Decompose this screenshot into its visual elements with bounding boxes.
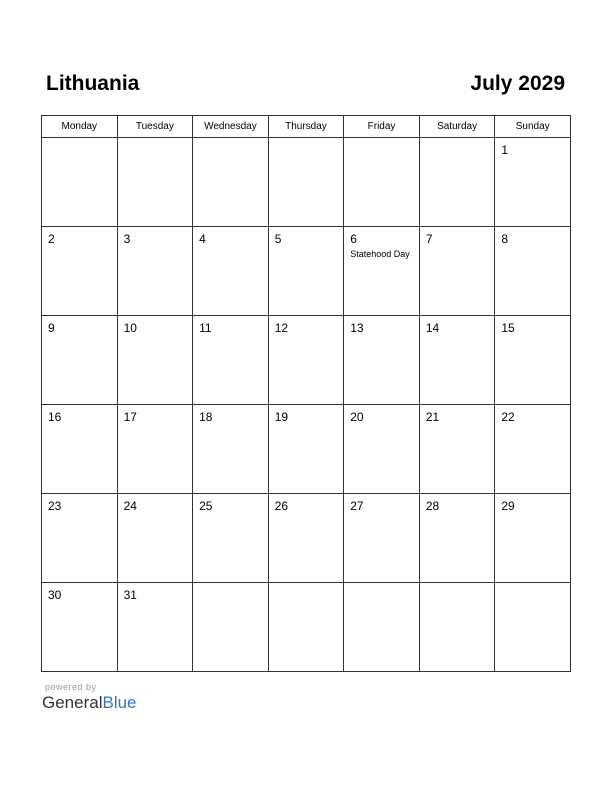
- day-number: 10: [123, 321, 137, 335]
- weekday-header: Thursday: [268, 116, 344, 138]
- week-row: [42, 583, 571, 672]
- day-number: 7: [425, 232, 433, 246]
- weekday-header: Wednesday: [193, 116, 269, 138]
- brand-blue: Blue: [102, 693, 137, 712]
- day-cell: [419, 494, 495, 583]
- day-number: 22: [501, 410, 515, 424]
- day-cell: [419, 405, 495, 494]
- day-number: 17: [123, 410, 137, 424]
- day-cell: [42, 494, 118, 583]
- day-cell: [344, 405, 420, 494]
- day-number: 29: [501, 499, 515, 513]
- day-cell: [419, 227, 495, 316]
- day-number: 20: [350, 410, 364, 424]
- week-row: [42, 227, 571, 316]
- day-cell: [42, 316, 118, 405]
- day-cell: [117, 227, 193, 316]
- day-number: 23: [48, 499, 62, 513]
- holiday-label: Statehood Day: [350, 249, 410, 259]
- day-cell: [344, 494, 420, 583]
- day-cell: [495, 316, 571, 405]
- day-cell: [495, 583, 571, 672]
- day-cell: [268, 316, 344, 405]
- day-number: 8: [501, 232, 509, 246]
- week-row: [42, 494, 571, 583]
- day-cell: [193, 138, 269, 227]
- calendar-grid: [41, 115, 571, 672]
- day-number: 3: [123, 232, 131, 246]
- weekday-header-row: [42, 116, 571, 138]
- footer: [42, 682, 137, 713]
- day-cell: [193, 227, 269, 316]
- week-row: [42, 138, 571, 227]
- brand-general: General: [42, 693, 103, 712]
- weekday-header: Monday: [42, 116, 118, 138]
- day-cell: [344, 583, 420, 672]
- day-number: 15: [501, 321, 515, 335]
- day-cell: [268, 405, 344, 494]
- day-number: 13: [350, 321, 364, 335]
- day-cell: [42, 583, 118, 672]
- day-cell: [42, 227, 118, 316]
- country-title: Lithuania: [46, 72, 140, 95]
- day-number: 4: [199, 232, 206, 246]
- powered-by-label: powered by: [45, 682, 97, 692]
- day-number: 25: [199, 499, 213, 513]
- day-cell: [419, 316, 495, 405]
- weekday-header: Tuesday: [117, 116, 193, 138]
- day-number: 5: [274, 232, 282, 246]
- day-number: 19: [274, 410, 289, 424]
- day-number: 21: [425, 410, 440, 424]
- day-number: 9: [48, 321, 55, 335]
- day-number: 2: [48, 232, 55, 246]
- day-cell: [268, 138, 344, 227]
- weekday-header: Sunday: [495, 116, 571, 138]
- day-cell: [117, 583, 193, 672]
- day-cell: [419, 583, 495, 672]
- day-cell: [42, 138, 118, 227]
- day-number: 26: [274, 499, 289, 513]
- day-cell: [117, 316, 193, 405]
- weekday-header: Saturday: [419, 116, 495, 138]
- day-cell: [268, 227, 344, 316]
- day-cell: [268, 583, 344, 672]
- week-row: [42, 405, 571, 494]
- day-cell: [193, 405, 269, 494]
- day-cell: [193, 316, 269, 405]
- day-cell: [268, 494, 344, 583]
- day-number: 12: [274, 321, 289, 335]
- day-cell: [495, 494, 571, 583]
- day-cell: [193, 494, 269, 583]
- day-number: 18: [199, 410, 213, 424]
- calendar-body: [42, 138, 571, 672]
- day-number: 14: [425, 321, 440, 335]
- day-number: 11: [199, 321, 212, 335]
- day-number: 28: [425, 499, 440, 513]
- day-cell: [117, 494, 193, 583]
- day-cell: [344, 227, 420, 316]
- day-cell: [193, 583, 269, 672]
- month-year-title: July 2029: [470, 72, 565, 95]
- day-cell: [344, 316, 420, 405]
- day-cell: [419, 138, 495, 227]
- weekday-header: Friday: [344, 116, 420, 138]
- generalblue-logo: [42, 693, 137, 713]
- day-number: 30: [48, 588, 62, 602]
- day-cell: [117, 405, 193, 494]
- day-number: 6: [350, 232, 357, 246]
- day-cell: [42, 405, 118, 494]
- week-row: [42, 316, 571, 405]
- day-number: 27: [350, 499, 364, 513]
- day-cell: [495, 138, 571, 227]
- day-number: 24: [123, 499, 137, 513]
- day-number: 31: [123, 588, 137, 602]
- day-cell: [495, 227, 571, 316]
- day-number: 16: [48, 410, 62, 424]
- day-number: 1: [501, 143, 509, 157]
- day-cell: [117, 138, 193, 227]
- day-cell: [344, 138, 420, 227]
- day-cell: [495, 405, 571, 494]
